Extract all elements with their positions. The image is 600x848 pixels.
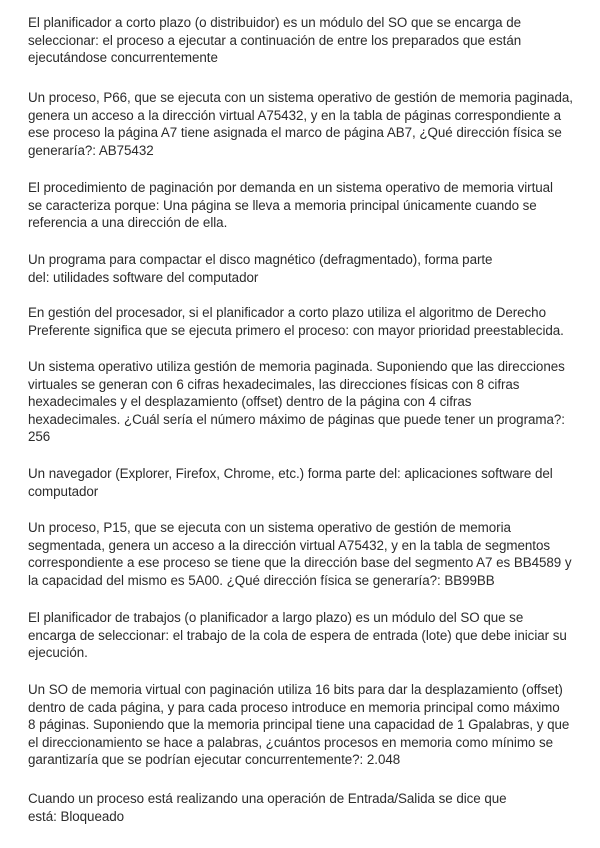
paragraph-blocked-state: Cuando un proceso está realizando una operación de Entrada/Salida se dice que está: Bloqueado [28,791,507,824]
paragraph-demand-paging: El procedimiento de paginación por demanda en un sistema operativo de memoria virtual se caracteriza porque: Una página se lleva a memoria principal únicamente cuando se referencia a una dirección de ella. [28,180,553,230]
paragraph-preemptive-priority: En gestión del procesador, si el planificador a corto plazo utiliza el algoritmo de Derecho Preferente significa que se ejecuta primero el proceso: con mayor prioridad preestablecida. [28,305,564,338]
paragraph-segmented-memory-p15: Un proceso, P15, que se ejecuta con un sistema operativo de gestión de memoria segmentada, genera un acceso a la dirección virtual A75432, y en la tabla de segmentos correspondiente a ese proceso se tiene que la dirección base del segmento A7 es BB4589 y la capacidad del mismo es 5A00. ¿Qué dirección física se generaría?: BB99BB [28,520,572,588]
paragraph-concurrent-processes: Un SO de memoria virtual con paginación utiliza 16 bits para dar la desplazamiento (offset) dentro de cada página, y para cada proceso introduce en memoria principal como máximo 8 páginas. Suponiendo que la memoria principal tiene una capacidad de 1 Gpalabras, y que el direccionamiento se hace a palabras, ¿cuántos procesos en memoria como mínimo se garantizaría que se podrían ejecutar concurrentemente?: 2.048 [28,682,570,767]
paragraph-short-term-scheduler: El planificador a corto plazo (o distribuidor) es un módulo del SO que se encarga de seleccionar: el proceso a ejecutar a continuación de entre los preparados que están ejecutándose concurrentemente [28,15,522,65]
paragraph-browser: Un navegador (Explorer, Firefox, Chrome, etc.) forma parte del: aplicaciones software del computador [28,466,553,499]
paragraph-defragmenter: Un programa para compactar el disco magnético (defragmentado), forma parte del: utilidades software del computador [28,252,493,285]
paragraph-long-term-scheduler: El planificador de trabajos (o planificador a largo plazo) es un módulo del SO que se encarga de seleccionar: el trabajo de la cola de espera de entrada (lote) que debe iniciar su ejecución. [28,610,567,660]
paragraph-max-pages: Un sistema operativo utiliza gestión de memoria paginada. Suponiendo que las direcciones virtuales se generan con 6 cifras hexadecimales, las direcciones físicas con 8 cifras hexadecimales y el desplazamiento (offset) dentro de la página con 4 cifras hexadecimales. ¿Cuál sería el número máximo de páginas que puede tener un programa?: 256 [28,359,565,444]
paragraph-paged-memory-p66: Un proceso, P66, que se ejecuta con un sistema operativo de gestión de memoria paginada, genera un acceso a la dirección virtual A75432, y en la tabla de páginas correspondiente a ese proceso la página A7 tiene asignada el marco de página AB7, ¿Qué dirección física se generaría?: AB75432 [28,90,573,158]
